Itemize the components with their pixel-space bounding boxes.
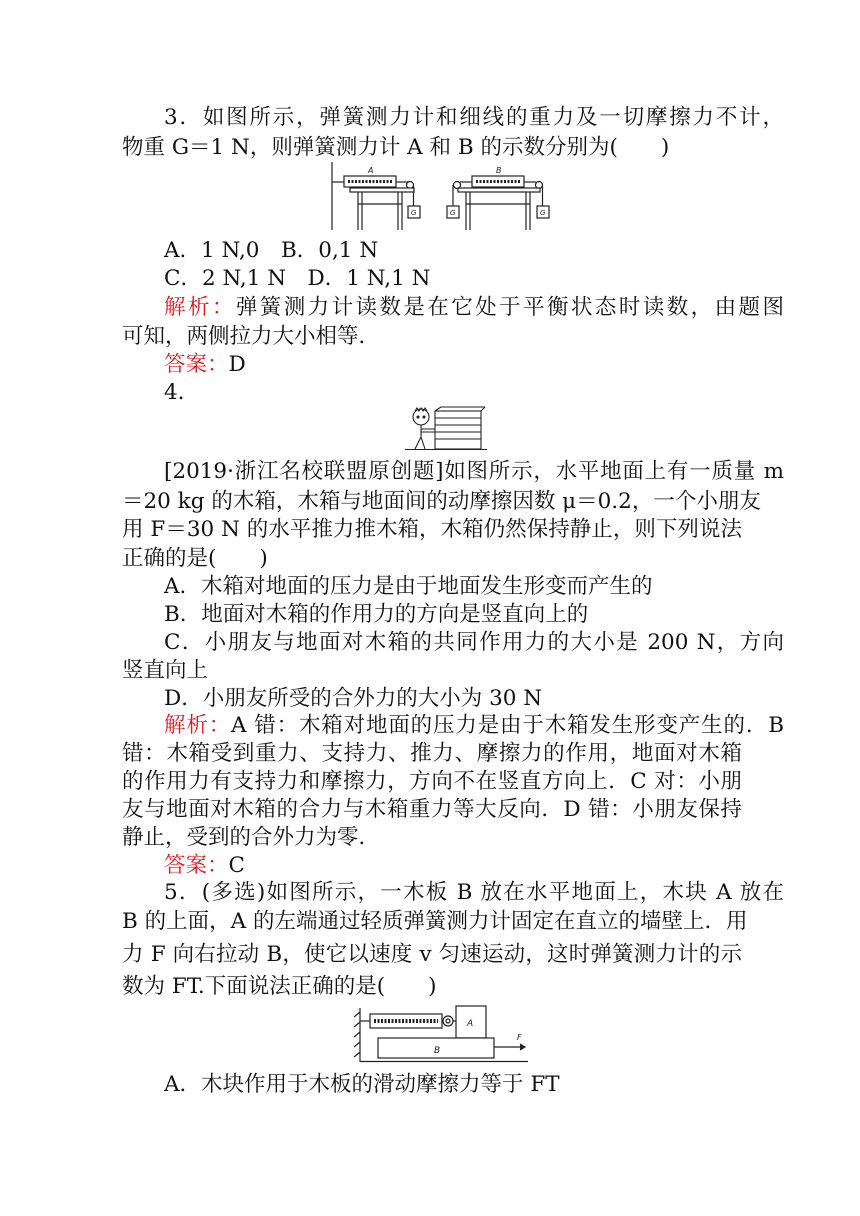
q3-options-line-2: C．2 N,1 N D．1 N,1 N xyxy=(164,266,431,291)
q4-child-pushing-box-figure xyxy=(405,405,487,451)
q5-block-a-label: A xyxy=(467,1019,474,1029)
q5-board-b-label: B xyxy=(434,1046,441,1056)
q3-answer-label: 答案： xyxy=(164,352,229,377)
q5-stem-line-4: 数为 FT.下面说法正确的是( ) xyxy=(122,974,437,999)
q4-option-c-line-2: 竖直向上 xyxy=(122,658,209,683)
q4-option-b: B．地面对木箱的作用力的方向是竖直向上的 xyxy=(164,602,589,627)
q3-weight-label-2: G xyxy=(450,209,456,217)
q4-stem-line-4: 正确的是( ) xyxy=(122,546,268,571)
q4-analysis-line-5: 静止，受到的合外力为零． xyxy=(122,825,381,850)
q5-block-board-figure xyxy=(350,1004,530,1064)
q4-analysis-text-1: A 错：木箱对地面的压力是由于木箱发生形变产生的．B xyxy=(231,713,784,738)
q3-analysis-label: 解析： xyxy=(164,295,236,320)
q3-analysis-line-1 xyxy=(164,293,784,323)
q3-answer-line xyxy=(164,350,784,380)
q3-weight-label-3: G xyxy=(540,209,546,217)
q3-analysis-line-2: 可知，两侧拉力大小相等． xyxy=(122,324,381,349)
q5-option-a: A．木块作用于木板的滑动摩擦力等于 FT xyxy=(164,1072,560,1097)
q4-analysis-line-3: 的作用力有支持力和摩擦力，方向不在竖直方向上．C 对：小朋 xyxy=(122,769,742,794)
q3-meter-b-label: B xyxy=(496,166,502,175)
q4-analysis-label: 解析： xyxy=(164,713,232,738)
q4-answer-label: 答案： xyxy=(164,853,229,878)
q3-stem-line-1: 3．如图所示，弹簧测力计和细线的重力及一切摩擦力不计， xyxy=(164,105,784,130)
q4-analysis-line-1 xyxy=(164,711,784,741)
q3-weight-label-1: G xyxy=(411,209,417,217)
q5-stem-line-3: 力 F 向右拉动 B，使它以速度 v 匀速运动，这时弹簧测力计的示 xyxy=(122,942,742,967)
q3-spring-scale-figure xyxy=(330,162,562,232)
q3-analysis-text-1: 弹簧测力计读数是在它处于平衡状态时读数，由题图 xyxy=(235,295,784,320)
q4-number: 4. xyxy=(164,380,185,405)
q3-answer-value: D xyxy=(228,352,246,377)
q4-stem-line-1: [2019·浙江名校联盟原创题]如图所示，水平地面上有一质量 m xyxy=(164,459,784,484)
q4-stem-line-3: 用 F＝30 N 的水平推力推木箱，木箱仍然保持静止，则下列说法 xyxy=(122,517,742,542)
q3-options-line-1: A．1 N,0 B．0,1 N xyxy=(164,238,379,263)
q4-option-a: A．木箱对地面的压力是由于地面发生形变而产生的 xyxy=(164,574,653,599)
q4-analysis-line-4: 友与地面对木箱的合力与木箱重力等大反向．D 错：小朋友保持 xyxy=(122,797,742,822)
q3-meter-a-label: A xyxy=(368,166,374,175)
q4-option-c-line-1: C．小朋友与地面对木箱的共同作用力的大小是 200 N，方向 xyxy=(164,630,784,655)
q4-stem-line-2: ＝20 kg 的木箱，木箱与地面间的动摩擦因数 μ＝0.2，一个小朋友 xyxy=(122,489,761,514)
q5-stem-line-2: B 的上面，A 的左端通过轻质弹簧测力计固定在直立的墙壁上．用 xyxy=(122,909,748,934)
q5-force-f-label: F xyxy=(517,1033,522,1042)
q4-analysis-line-2: 错：木箱受到重力、支持力、推力、摩擦力的作用，地面对木箱 xyxy=(122,741,742,766)
q4-option-d: D．小朋友所受的合外力的大小为 30 N xyxy=(164,686,543,711)
q4-answer-value: C xyxy=(228,853,245,878)
q3-stem-line-2: 物重 G＝1 N，则弹簧测力计 A 和 B 的示数分别为( ) xyxy=(122,135,670,160)
q5-stem-line-1: 5．(多选)如图所示，一木板 B 放在水平地面上，木块 A 放在 xyxy=(164,880,784,905)
q4-answer-line xyxy=(164,851,784,881)
